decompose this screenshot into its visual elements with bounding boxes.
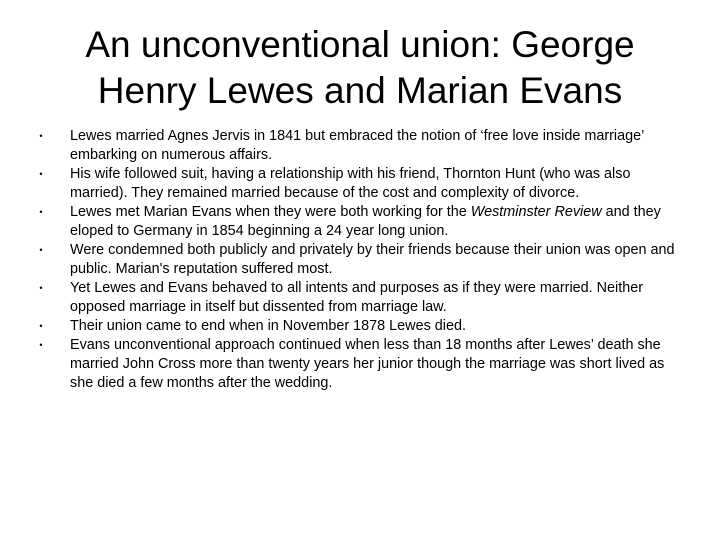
- bullet-text: Were condemned both publicly and privately by their friends because their union was open and public. Marian's reputation suffered most.: [70, 242, 675, 277]
- slide-title: An unconventional union: George Henry Lewes and Marian Evans: [85, 24, 635, 111]
- bullet-item: [36, 165, 686, 203]
- bullet-text: Lewes married Agnes Jervis in 1841 but embraced the notion of ‘free love inside marriage’ embarking on numerous affairs.: [70, 128, 644, 163]
- bullet-dot-icon: •: [39, 245, 43, 255]
- journal-title: Westminster Review: [470, 204, 602, 220]
- bullet-item: [36, 241, 686, 279]
- bullet-text-part: Lewes met Marian Evans when they were both working for the: [70, 204, 471, 220]
- bullet-dot-icon: •: [39, 131, 43, 141]
- bullet-text: Yet Lewes and Evans behaved to all intents and purposes as if they were married. Neither opposed marriage in itself but dissented from marriage law.: [70, 280, 644, 315]
- bullet-text: His wife followed suit, having a relationship with his friend, Thornton Hunt (who was also married). They remained married because of the cost and complexity of divorce.: [70, 166, 631, 201]
- bullet-dot-icon: •: [39, 321, 43, 331]
- bullet-item: [36, 336, 686, 393]
- bullet-text: [70, 204, 661, 239]
- bullet-dot-icon: •: [39, 169, 43, 179]
- bullet-text: Their union came to end when in November 1878 Lewes died.: [70, 318, 466, 334]
- bullet-dot-icon: •: [39, 340, 43, 350]
- bullet-text: Evans unconventional approach continued when less than 18 months after Lewes’ death she married John Cross more than twenty years her junior though the marriage was short lived as she died a few months after the wedding.: [70, 337, 665, 391]
- bullet-item: [36, 317, 686, 336]
- bullet-dot-icon: •: [39, 283, 43, 293]
- bullet-item: [36, 127, 686, 165]
- bullet-text-part: and they eloped to Germany in 1854 beginning a 24 year long union.: [70, 204, 661, 239]
- bullet-item: [36, 279, 686, 317]
- bullet-dot-icon: •: [39, 207, 43, 217]
- bullet-list: [36, 127, 686, 393]
- bullet-item: [36, 203, 686, 241]
